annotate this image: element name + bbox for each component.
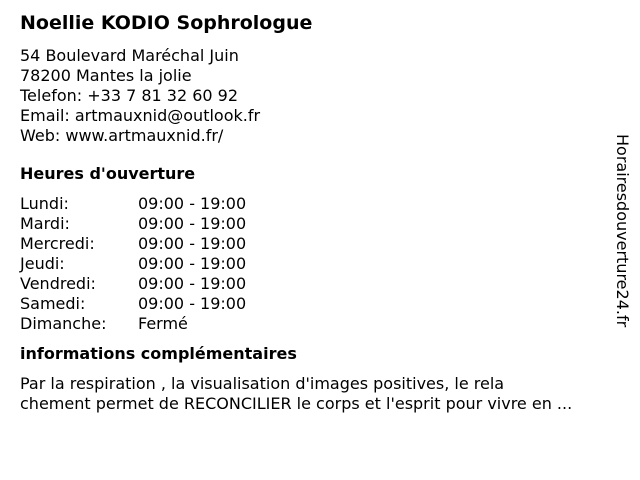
business-name: Noellie KODIO Sophrologue: [20, 12, 313, 34]
hours-row-wednesday: [20, 234, 246, 254]
day-hours: Fermé: [138, 314, 188, 333]
day-label: Vendredi:: [20, 274, 96, 293]
hours-row-tuesday: [20, 214, 246, 234]
day-label: Mardi:: [20, 214, 70, 233]
email-line[interactable]: Email: artmauxnid@outlook.fr: [20, 106, 261, 125]
opening-hours-heading: Heures d'ouverture: [20, 164, 196, 183]
day-hours: 09:00 - 19:00: [138, 274, 247, 293]
day-hours: 09:00 - 19:00: [138, 254, 247, 273]
hours-row-saturday: [20, 294, 246, 314]
day-label: Samedi:: [20, 294, 86, 313]
opening-hours-table: [20, 194, 246, 334]
address-street: 54 Boulevard Maréchal Juin: [20, 46, 239, 65]
hours-row-thursday: [20, 254, 246, 274]
day-label: Jeudi:: [20, 254, 65, 273]
day-hours: 09:00 - 19:00: [138, 214, 247, 233]
day-hours: 09:00 - 19:00: [138, 234, 247, 253]
phone-line[interactable]: Telefon: +33 7 81 32 60 92: [20, 86, 239, 105]
contact-block: [20, 46, 610, 146]
day-label: Dimanche:: [20, 314, 107, 333]
business-card: [20, 10, 610, 414]
site-watermark: Horairesdouverture24.fr: [613, 134, 632, 328]
hours-row-sunday: [20, 314, 246, 334]
day-hours: 09:00 - 19:00: [138, 194, 247, 213]
day-hours: 09:00 - 19:00: [138, 294, 247, 313]
day-label: Lundi:: [20, 194, 69, 213]
hours-row-friday: [20, 274, 246, 294]
day-label: Mercredi:: [20, 234, 95, 253]
website-line[interactable]: Web: www.artmauxnid.fr/: [20, 126, 224, 145]
address-city: 78200 Mantes la jolie: [20, 66, 192, 85]
description-line: chement permet de RECONCILIER le corps et l'esprit pour vivre en ...: [20, 394, 573, 413]
additional-info-heading: informations complémentaires: [20, 344, 297, 363]
additional-info-text: [20, 374, 610, 414]
hours-row-monday: [20, 194, 246, 214]
description-line: Par la respiration , la visualisation d'images positives, le rela: [20, 374, 505, 393]
